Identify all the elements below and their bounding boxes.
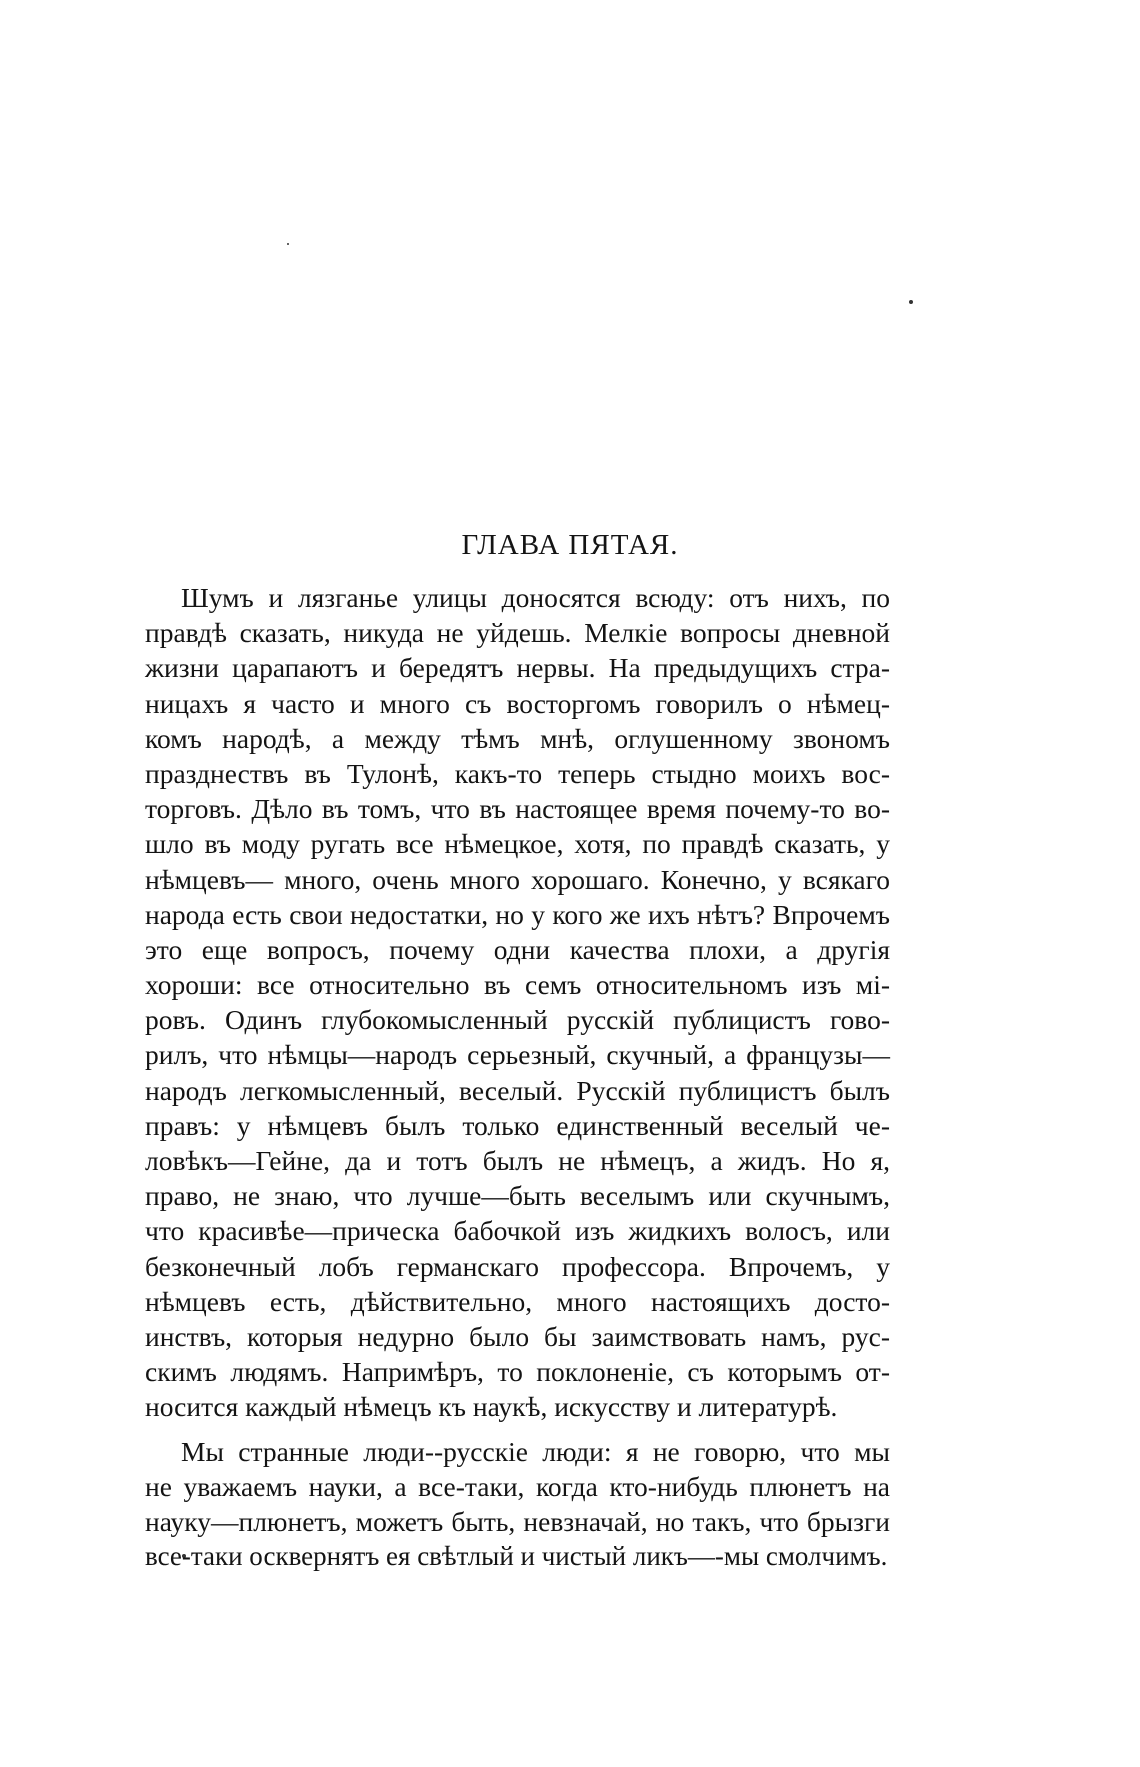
paragraph-gap (145, 1425, 890, 1434)
text-line: торговъ. Дѣло въ томъ, что въ настоящее время почему-то во- (145, 793, 890, 825)
text-line: инствъ, которыя недурно было бы заимствовать намъ, рус- (145, 1320, 890, 1352)
text-line: безконечный лобъ германскаго профессора. Впрочемъ, у (145, 1250, 890, 1282)
body-text (145, 580, 890, 1574)
text-line: это еще вопросъ, почему одни качества плохи, а другія (145, 933, 890, 965)
text-line: ницахъ я часто и много съ восторгомъ говорилъ о нѣмец- (145, 687, 890, 719)
text-line: нѣмцевъ— много, очень много хорошаго. Конечно, у всякаго (145, 863, 890, 895)
text-line: нѣмцевъ есть, дѣйствительно, много настоящихъ досто- (145, 1285, 890, 1317)
text-line: шло въ моду ругать все нѣмецкое, хотя, по правдѣ сказать, у (145, 828, 890, 860)
text-line: ловѣкъ—Гейне, да и тотъ былъ не нѣмецъ, а жидъ. Но я, (145, 1145, 890, 1176)
text-line: науку—плюнетъ, можетъ быть, невзначай, но такъ, что брызги (145, 1505, 890, 1537)
chapter-title: ГЛАВА ПЯТАЯ. (461, 529, 679, 561)
text-line: скимъ людямъ. Напримѣръ, то поклоненіе, съ которымъ от- (145, 1356, 890, 1388)
text-line: Мы странные люди--русскіе люди: я не говорю, что мы (181, 1435, 890, 1467)
text-line: не уважаемъ науки, а все-таки, когда кто-нибудь плюнетъ на (145, 1470, 890, 1502)
text-line: носится каждый нѣмецъ къ наукѣ, искусству и литературѣ. (145, 1391, 838, 1423)
paragraph (145, 580, 890, 1425)
text-line: народъ легкомысленный, веселый. Русскій публицистъ былъ (145, 1074, 890, 1106)
text-line: рилъ, что нѣмцы—народъ серьезный, скучный, а французы— (145, 1039, 890, 1071)
paragraph (145, 1434, 890, 1575)
scan-speck (287, 243, 289, 245)
text-line: правдѣ сказать, никуда не уйдешь. Мелкіе вопросы дневной (145, 617, 890, 649)
text-line: празднествъ въ Тулонѣ, какъ-то теперь стыдно моихъ вос- (145, 757, 890, 789)
text-line: жизни царапаютъ и бередятъ нервы. На предыдущихъ стра- (145, 652, 890, 684)
text-line: все-таки осквернятъ ея свѣтлый и чистый ликъ—-мы смолчимъ. (145, 1541, 888, 1572)
scan-speck (909, 300, 913, 304)
text-line: правъ: у нѣмцевъ былъ только единственный веселый че- (145, 1109, 890, 1141)
text-line: ровъ. Одинъ глубокомысленный русскій публицистъ гово- (145, 1004, 890, 1036)
text-line: народа есть свои недостатки, но у кого же ихъ нѣтъ? Впрочемъ (145, 898, 890, 930)
text-line: комъ народѣ, а между тѣмъ мнѣ, оглушенному звономъ (145, 722, 890, 754)
text-line: Шумъ и лязганье улицы доносятся всюду: отъ нихъ, по (181, 582, 890, 613)
text-line: что красивѣе—прическа бабочкой изъ жидкихъ волосъ, или (145, 1215, 890, 1247)
text-line: право, не знаю, что лучше—быть веселымъ или скучнымъ, (145, 1180, 890, 1212)
text-line: хороши: все относительно въ семъ относительномъ изъ мі- (145, 969, 890, 1001)
